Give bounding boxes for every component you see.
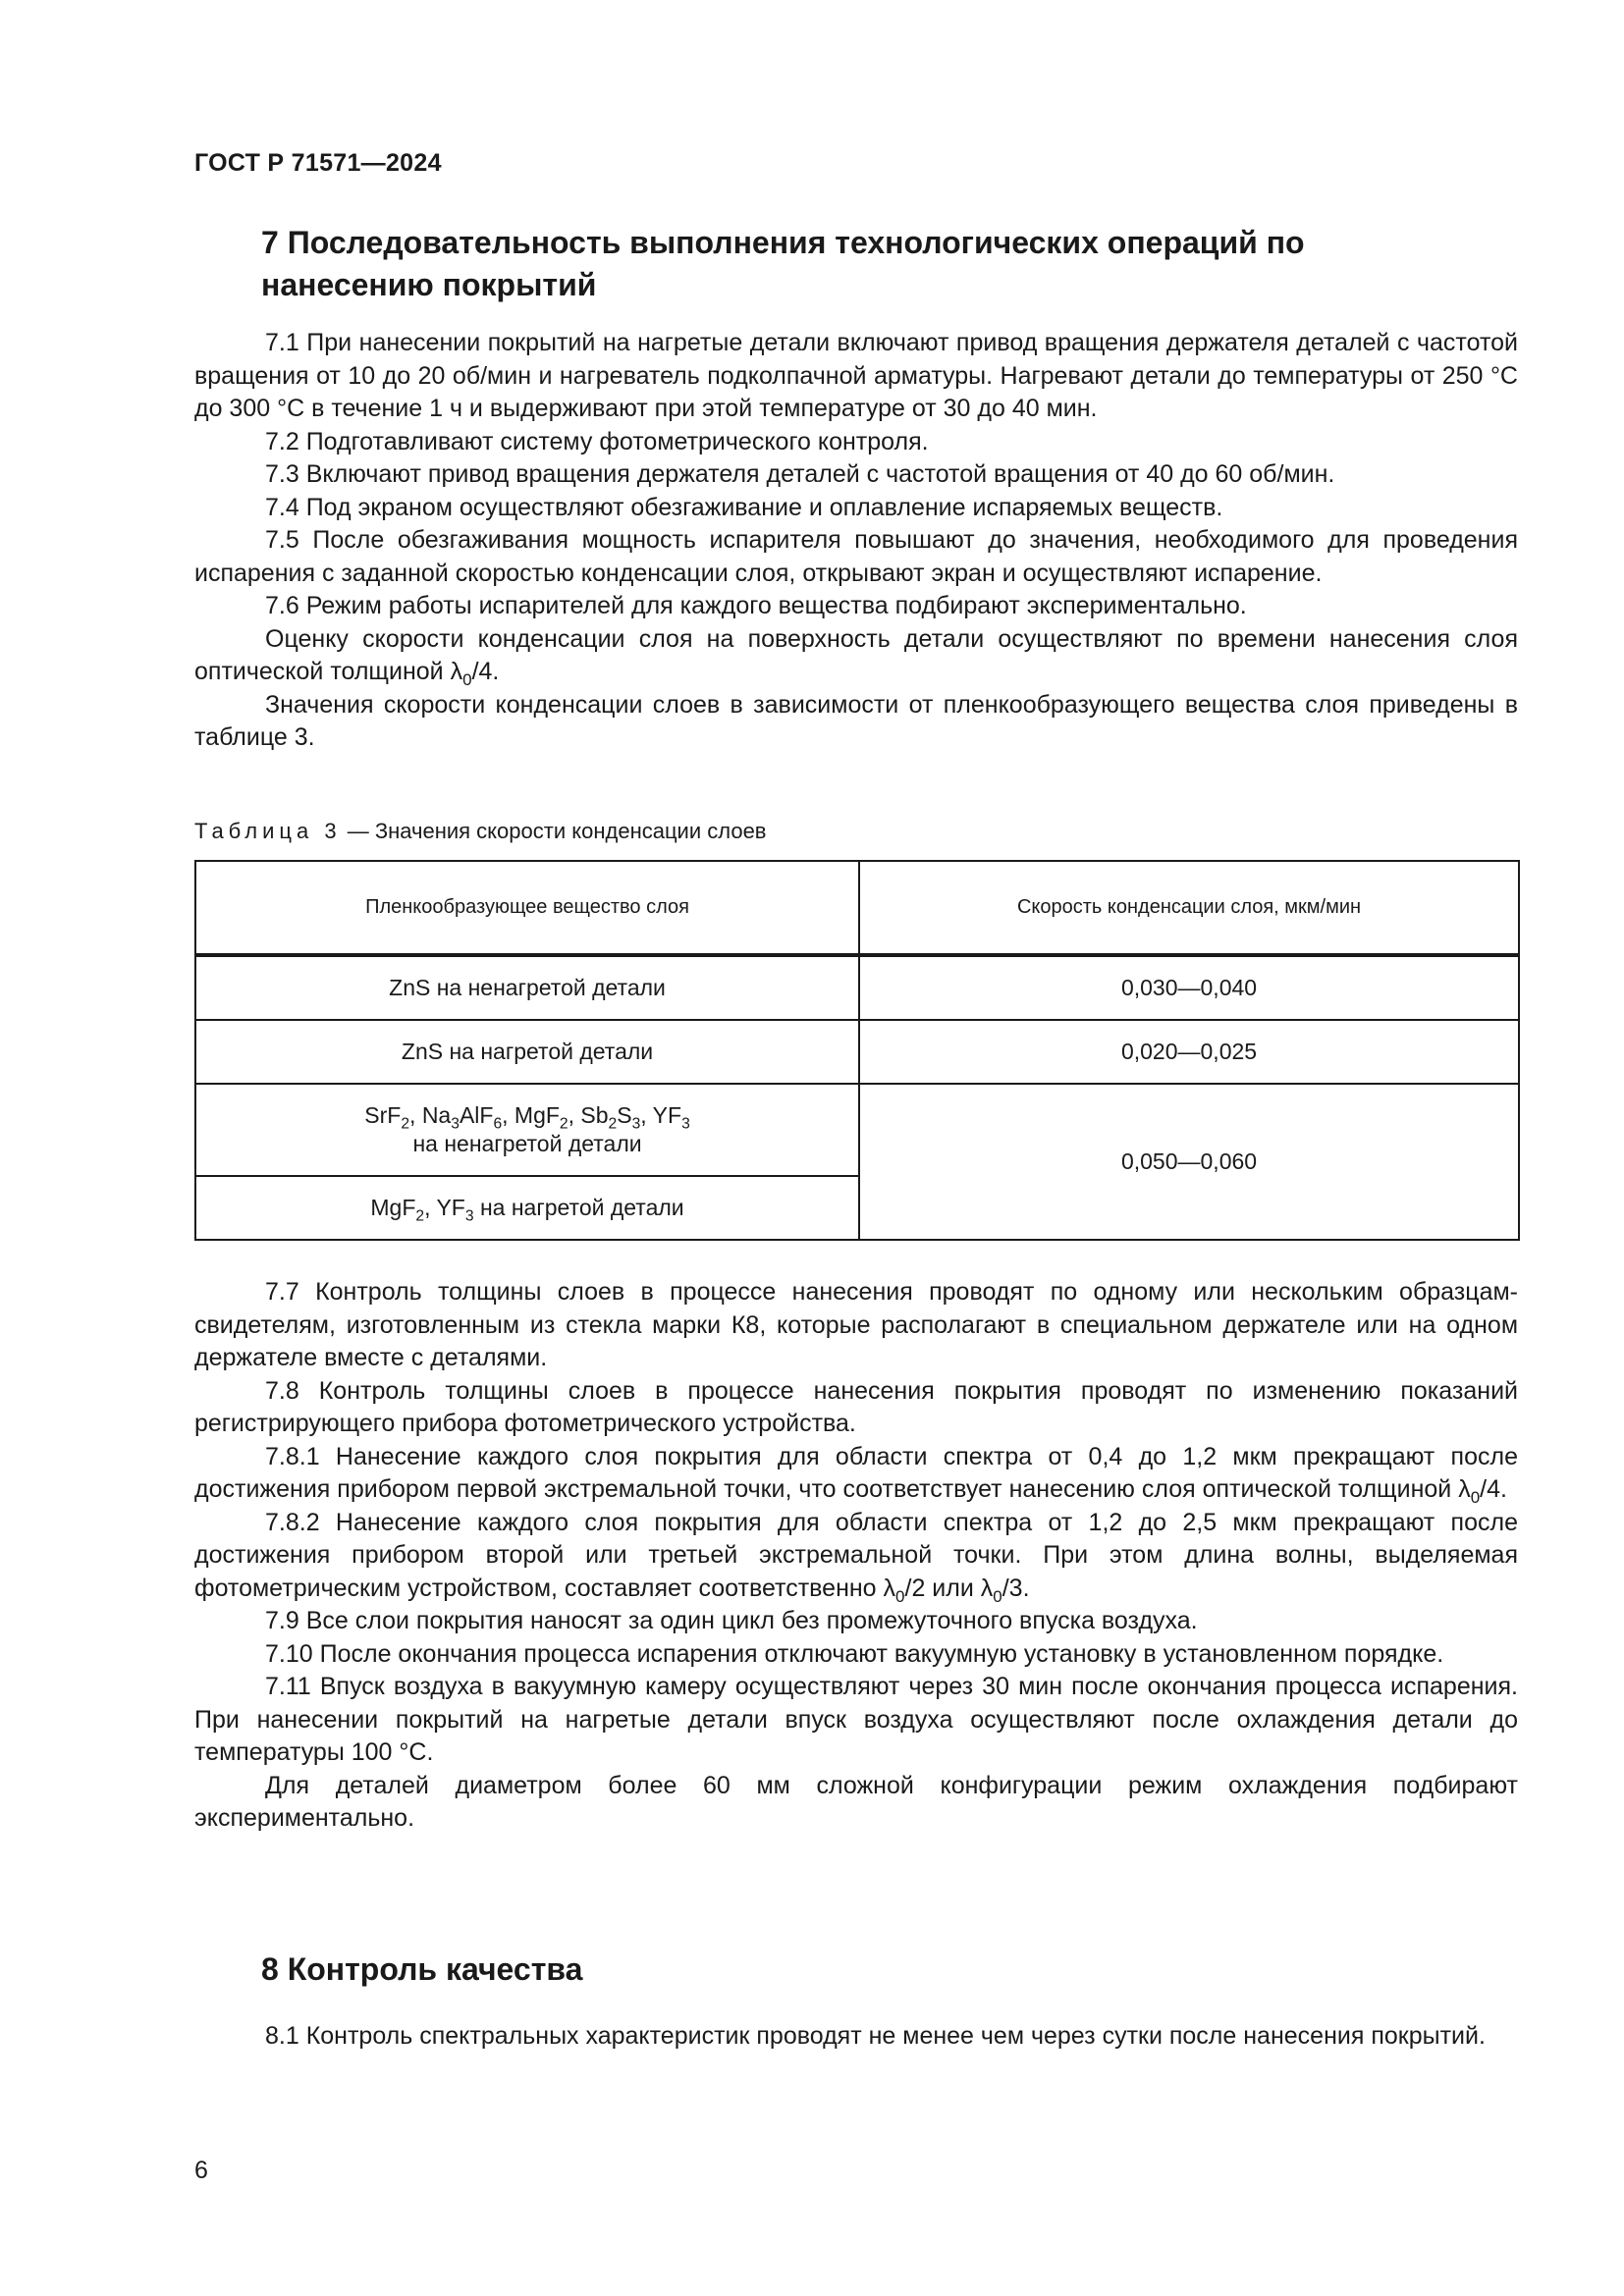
paragraph-cooling: Для деталей диаметром более 60 мм сложной конфигурации режим охлаждения подбирают экспериментально. [194, 1771, 1518, 1832]
paragraph-7-5: 7.5 После обезгаживания мощность испарителя повышают до значения, необходимого для проведения испарения с заданной скоростью конденсации слоя, открывают экран и осуществляют испарение. [194, 526, 1518, 587]
table-cell-rate: 0,050—0,060 [859, 1084, 1519, 1240]
paragraph-7-8-1: 7.8.1 Нанесение каждого слоя покрытия для области спектра от 0,4 до 1,2 мкм прекращают после достижения прибором первой экстремальной точки, что соответствует нанесению слоя оптической толщиной $\lambda_0/4$. [194, 1442, 1518, 1507]
section-7-paragraphs-bottom [194, 1276, 1518, 1836]
table-cell-substance: ZnS на нагретой детали [195, 1020, 859, 1084]
paragraph-7-8-2: 7.8.2 Нанесение каждого слоя покрытия для области спектра от 1,2 до 2,5 мкм прекращают после достижения прибором второй или третьей экстремальной точки. При этом длина волны, выделяемая фотометрическим устройством, составляет соответственно $\lambda_0/2$ или $\lambda_0/3$. [194, 1508, 1518, 1606]
paragraph-7-2: 7.2 Подготавливают систему фотометрического контроля. [265, 427, 929, 455]
table-row [195, 955, 1519, 1020]
document-code-header: ГОСТ Р 71571—2024 [194, 149, 442, 177]
table-3-caption-text: — Значения скорости конденсации слоев [341, 819, 767, 843]
section-8-paragraphs [194, 2020, 1518, 2054]
section-7-title [261, 222, 1439, 306]
table-header-row [195, 861, 1519, 955]
table-3 [194, 860, 1520, 1241]
table-header-substance: Пленкообразующее вещество слоя [195, 861, 859, 955]
section-7-paragraphs-top [194, 327, 1518, 755]
paragraph-7-10: 7.10 После окончания процесса испарения отключают вакуумную установку в установленном порядке. [265, 1639, 1444, 1668]
section-7-title-line2: нанесению покрытий [261, 267, 597, 302]
section-7-title-line1: 7 Последовательность выполнения технологических операций по [261, 225, 1305, 260]
table-3-label: Таблица 3 [194, 819, 342, 843]
page-number: 6 [194, 2157, 208, 2184]
paragraph-7-4: 7.4 Под экраном осуществляют обезгаживание и оплавление испаряемых веществ. [265, 493, 1223, 521]
paragraph-7-3: 7.3 Включают привод вращения держателя деталей с частотой вращения от 40 до 60 об/мин. [265, 460, 1335, 488]
table-cell-rate: 0,030—0,040 [859, 955, 1519, 1020]
paragraph-table-reference: Значения скорости конденсации слоев в зависимости от пленкообразующего вещества слоя приведены в таблице 3. [194, 690, 1518, 751]
table-row [195, 1084, 1519, 1176]
paragraph-7-8: 7.8 Контроль толщины слоев в процессе нанесения покрытия проводят по изменению показаний регистрирующего прибора фотометрического устройства. [194, 1376, 1518, 1437]
paragraph-8-1: 8.1 Контроль спектральных характеристик проводят не менее чем через сутки после нанесения покрытий. [265, 2022, 1486, 2050]
paragraph-7-11: 7.11 Впуск воздуха в вакуумную камеру осуществляют через 30 мин после окончания процесса испарения. При нанесении покрытий на нагретые детали впуск воздуха осуществляют после охлаждения детали до температуры 100 °С. [194, 1673, 1518, 1766]
paragraph-7-6: 7.6 Режим работы испарителей для каждого вещества подбирают экспериментально. [265, 592, 1247, 619]
table-cell-substance: SrF$_2$, $Na_3AlF_6$, MgF$_2$, $Sb_2S_3$, $YF_3$ на ненагретой детали [195, 1084, 859, 1176]
table-cell-substance: ZnS на ненагретой детали [195, 955, 859, 1020]
paragraph-7-9: 7.9 Все слои покрытия наносят за один цикл без промежуточного впуска воздуха. [265, 1607, 1198, 1634]
paragraph-7-7: 7.7 Контроль толщины слоев в процессе нанесения проводят по одному или нескольким образцам-свидетелям, изготовленным из стекла марки К8, которые располагают в специальном держателе или на одном держателе вместе с деталями. [194, 1278, 1518, 1371]
paragraph-rate-estimation: Оценку скорости конденсации слоя на поверхность детали осуществляют по времени нанесения слоя оптической толщиной $\lambda_0/4$. [194, 624, 1518, 689]
table-cell-substance: MgF$_2$, $YF_3$ на нагретой детали [195, 1176, 859, 1240]
table-3-caption [194, 819, 767, 844]
table-header-rate: Скорость конденсации слоя, мкм/мин [859, 861, 1519, 955]
table-cell-rate: 0,020—0,025 [859, 1020, 1519, 1084]
paragraph-7-1: 7.1 При нанесении покрытий на нагретые детали включают привод вращения держателя деталей с частотой вращения от 10 до 20 об/мин и нагреватель подколпачной арматуры. Нагревают детали до температуры от 250 °С до 300 °С в течение 1 ч и выдерживают при этой температуре от 30 до 40 мин. [194, 329, 1518, 422]
table-row [195, 1020, 1519, 1084]
section-8-title: 8 Контроль качества [261, 1951, 583, 1987]
